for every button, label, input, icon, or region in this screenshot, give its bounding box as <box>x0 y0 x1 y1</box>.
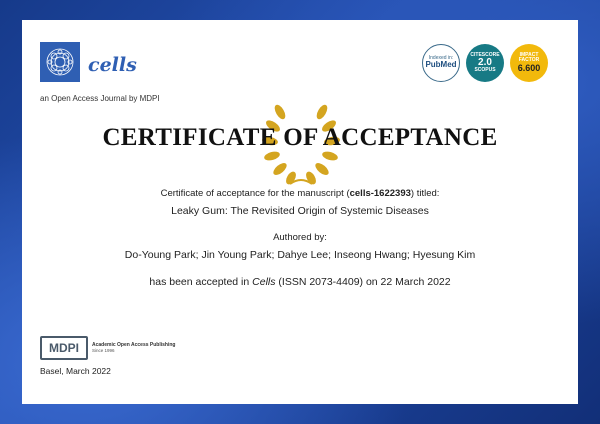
citescore-value: 2.0 <box>478 56 492 68</box>
intro-prefix: Certificate of acceptance for the manuscript ( <box>160 188 350 199</box>
cells-logo-icon <box>40 42 80 82</box>
journal-tagline: an Open Access Journal by MDPI <box>40 94 160 103</box>
impact-factor-badge <box>510 44 548 82</box>
pubmed-badge <box>422 44 460 82</box>
impact-label: IMPACT <box>519 52 539 59</box>
impact-value: 6.600 <box>517 62 541 73</box>
author-list: Do-Young Park; Jin Young Park; Dahye Lee; Inseong Hwang; Hyesung Kim <box>124 249 476 261</box>
accepted-prefix: has been accepted in <box>149 276 253 288</box>
pubmed-indexed-label: Indexed in: <box>428 55 454 62</box>
manuscript-id: cells-1622393 <box>349 188 411 199</box>
citescore-badge <box>466 44 504 82</box>
authored-by-label: Authored by: <box>273 232 327 243</box>
publisher-since: Since 1996 <box>92 348 115 353</box>
publisher-tagline: Academic Open Access Publishing <box>92 342 176 348</box>
citescore-source: SCOPUS <box>474 67 496 74</box>
place-date: Basel, March 2022 <box>40 366 111 376</box>
accepted-suffix: (ISSN 2073-4409) on 22 March 2022 <box>275 276 451 288</box>
journal-italic: Cells <box>252 276 276 288</box>
manuscript-intro-line <box>22 188 578 199</box>
manuscript-title: Leaky Gum: The Revisited Origin of Systemic Diseases <box>171 205 429 217</box>
citescore-label: CITESCORE <box>470 51 500 58</box>
journal-name: cells <box>88 54 137 76</box>
certificate-page <box>22 20 578 404</box>
intro-suffix: ) titled: <box>410 188 440 199</box>
factor-label: FACTOR <box>518 57 540 64</box>
mdpi-logo: MDPI <box>40 336 88 360</box>
acceptance-statement <box>22 276 578 288</box>
pubmed-label: PubMed <box>425 60 457 70</box>
certificate-title: CERTIFICATE OF ACCEPTANCE <box>102 124 498 151</box>
